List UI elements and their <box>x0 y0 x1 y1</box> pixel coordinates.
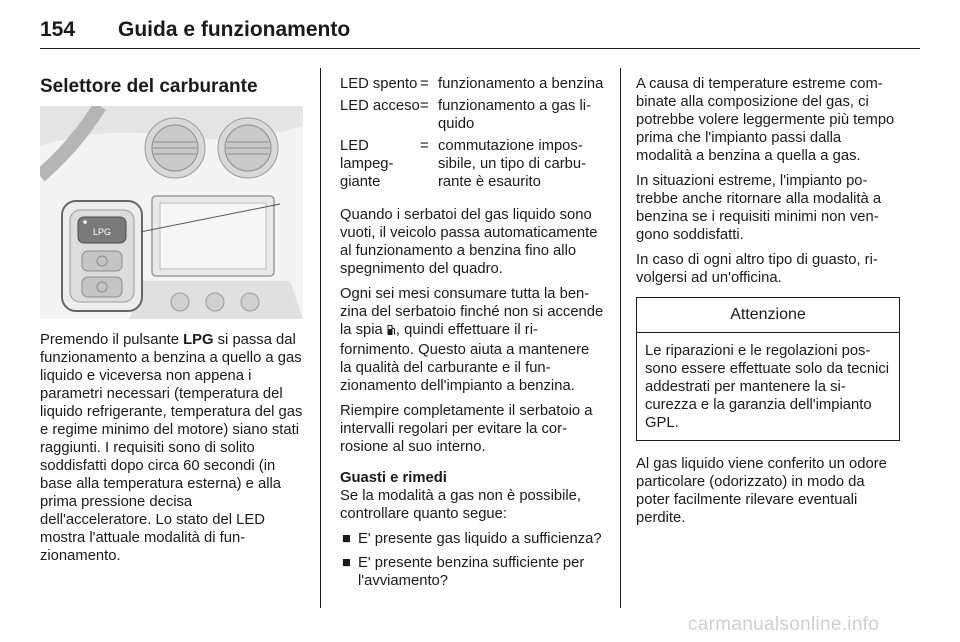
section-title: Selettore del carburante <box>40 76 258 97</box>
list-item: ■ E' presente benzina sufficiente per l'avviamento? <box>342 555 585 589</box>
chapter-title: Guida e funzionamento <box>118 18 351 41</box>
watermark: carmanualsonline.info <box>688 614 880 635</box>
column-2-text <box>340 75 604 596</box>
bullet-marker: ■ <box>342 531 351 547</box>
dashboard-lpg-button-illustration <box>40 106 303 319</box>
attention-body: Le riparazioni e le regolazioni possono essere effettuate solo da tecnici addestrati per mantenere la sicurezza e la garanzia dell'impianto GPL. <box>645 343 890 431</box>
lpg-bold-label: LPG <box>183 332 214 348</box>
page-header <box>40 14 920 49</box>
paragraph: In situazioni estreme, l'impianto potrebbe anche ritornare alla modalità a benzina se i requisiti minimi non vengono soddisfatti. <box>636 173 882 243</box>
paragraph: Se la modalità a gas non è possibile, controllare quanto segue: <box>340 488 582 522</box>
column-3-text <box>636 75 900 534</box>
led-row: LED spento = funzionamento a benzina <box>340 76 604 92</box>
column-divider-1 <box>320 68 321 608</box>
bullet-marker: ■ <box>342 555 351 571</box>
led-status-table <box>340 75 604 195</box>
paragraph: In caso di ogni altro tipo di guasto, rivolgersi ad un'officina. <box>636 252 878 286</box>
paragraph: Al gas liquido viene conferito un odore particolare (odorizzato) in modo da poter facilmente rilevare eventuali perdite. <box>636 456 887 526</box>
air-vent-right <box>218 118 278 178</box>
air-vent-left <box>145 118 205 178</box>
column-divider-2 <box>620 68 621 608</box>
paragraph: Quando i serbatoi del gas liquido sono vuoti, il veicolo passa automaticamente al funzionamento a benzina fino allo spegnimento del quadro. <box>340 207 598 277</box>
column-1-text <box>40 331 306 572</box>
paragraph: Ogni sei mesi consumare tutta la benzina del serbatoio finché non si accende la spia , quindi effettuare il rifornimento. Questo aiuta a mantenere la qualità del carburante e il funzionamento dell'impianto a benzina. <box>340 286 604 394</box>
fuel-pump-icon <box>387 323 396 341</box>
attention-box <box>636 297 900 441</box>
paragraph: Riempire completamente il serbatoio a intervalli regolari per evitare la corrosione al suo interno. <box>340 403 593 455</box>
led-row: LED acceso = funzionamento a gas liquido <box>340 98 592 132</box>
led-row: LED lampeggiante = commutazione impossibile, un tipo di carburante è esaurito <box>340 138 587 190</box>
attention-title: Attenzione <box>637 298 899 333</box>
lpg-paragraph: Premendo il pulsante LPG si passa dal funzionamento a benzina a quello a gas liquido e viceversa non appena i parametri necessari (temperatura del liquido refrigerante, temperatura del gas e regime minimo del motore) siano stati raggiunti. I requisiti sono di solito soddisfatti dopo circa 60 secondi (in base alla temperatura esterna) e alla prima pressione decisa dell'acceleratore. Lo stato del LED mostra l'attuale modalità di funzionamento. <box>40 332 303 564</box>
subheading: Guasti e rimedi <box>340 470 447 486</box>
paragraph: A causa di temperature estreme combinate alla composizione del gas, ci potrebbe volere leggermente più tempo prima che l'impianto passi dalla modalità a benzina a quella a gas. <box>636 76 895 164</box>
page-number: 154 <box>40 18 76 41</box>
check-list <box>340 530 604 590</box>
list-item: ■ E' presente gas liquido a sufficienza? <box>342 531 602 547</box>
lpg-button-label: LPG <box>92 227 112 237</box>
